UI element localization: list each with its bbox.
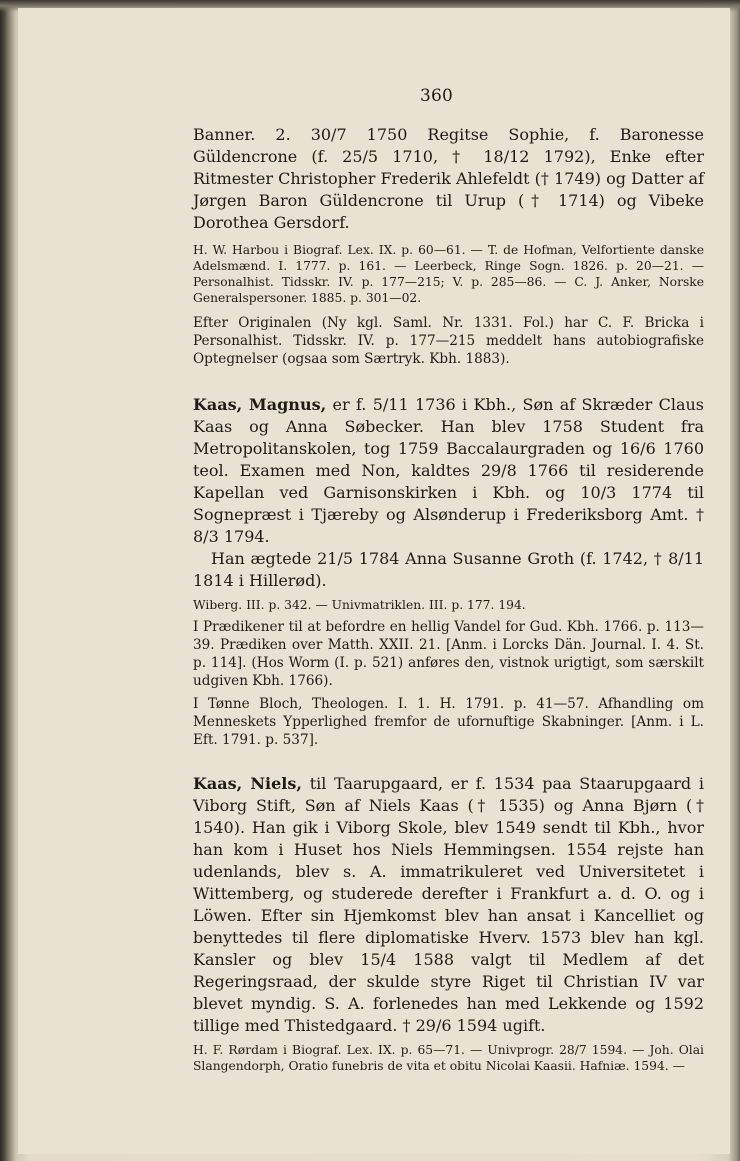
kaas-magnus-work-2: I Tønne Bloch, Theologen. I. 1. H. 1791. p. 41—57. Afhandling om Menneskets Ypperlighed fremfor de ufornuftige Skabninger. [Anm. i L. Eft. 1791. p. 537]. <box>193 696 704 748</box>
kaas-magnus-name: Kaas, Magnus, <box>193 395 327 414</box>
kaas-magnus-references: Wiberg. III. p. 342. — Univmatriklen. III. p. 177. 194. <box>193 598 526 612</box>
kaas-magnus-work-1: I Prædikener til at befordre en hellig Vandel for Gud. Kbh. 1766. p. 113—39. Prædiken over Matth. XXII. 21. [Anm. i Lorcks Dän. Journal. I. 4. St. p. 114]. (Hos Worm (I. p. 521) anføres den, vistnok urigtigt, som særskilt udgiven Kbh. 1766). <box>193 619 704 689</box>
banner-references: H. W. Harbou i Biograf. Lex. IX. p. 60—61. — T. de Hofman, Velfortiente danske Adelsmænd. I. 1777. p. 161. — Leerbeck, Ringe Sogn. 1826. p. 20—21. — Personalhist. Tidsskr. IV. p. 177—215; V. p. 285—86. — C. J. Anker, Norske Generalspersoner. 1885. p. 301—02. <box>193 243 704 305</box>
kaas-niels-text: til Taarupgaard, er f. 1534 paa Staarupgaard i Viborg Stift, Søn af Niels Kaas († 1535) og Anna Bjørn († 1540). Han gik i Viborg Skole, blev 1549 sendt til Kbh., hvor han kom i Huset hos Niels Hemmingsen. 1554 rejste han udenlands, blev s. A. immatrikuleret ved Universitetet i Wittemberg, og studerede derefter i Frankfurt a. d. O. og i Löwen. Efter sin Hjemkomst blev han ansat i Kancelliet og benyttedes til flere diplomatiske Hverv. 1573 blev han kgl. Kansler og blev 15/4 1588 valgt til Medlem af det Regeringsraad, der skulde styre Riget til Christian IV var blevet myndig. S. A. forlenedes han med Lekkende og 1592 tillige med Thistedgaard. † 29/6 1594 ugift. <box>193 774 705 1035</box>
kaas-magnus-text: er f. 5/11 1736 i Kbh., Søn af Skræder Claus Kaas og Anna Søbecker. Han blev 1758 Student fra Metropolitanskolen, tog 1759 Baccalaurgraden og 16/6 1760 teol. Examen med Non, kaldtes 29/8 1766 til residerende Kapellan ved Garnisonskirken i Kbh. og 10/3 1774 til Sognepræst i Tjæreby og Alsønderup i Frederiksborg Amt. † 8/3 1794. <box>193 395 704 546</box>
page-content <box>193 82 704 1074</box>
banner-note: Efter Originalen (Ny kgl. Saml. Nr. 1331. Fol.) har C. F. Bricka i Personalhist. Tidsskr. IV. p. 177—215 meddelt hans autobiografiske Optegnelser (ogsaa som Særtryk. Kbh. 1883). <box>193 315 704 367</box>
kaas-niels-name: Kaas, Niels, <box>193 774 302 793</box>
kaas-magnus-marriage: Han ægtede 21/5 1784 Anna Susanne Groth (f. 1742, † 8/11 1814 i Hillerød). <box>193 549 704 590</box>
banner-paragraph: Banner. 2. 30/7 1750 Regitse Sophie, f. Baronesse Güldencrone (f. 25/5 1710, † 18/12 1792), Enke efter Ritmester Christopher Frederik Ahlefeldt († 1749) og Datter af Jørgen Baron Güldencrone til Urup († 1714) og Vibeke Dorothea Gersdorf. <box>193 125 704 232</box>
kaas-niels-entry <box>193 773 704 1037</box>
kaas-magnus-entry <box>193 394 704 548</box>
page-number: 360 <box>420 86 454 106</box>
kaas-niels-references: H. F. Rørdam i Biograf. Lex. IX. p. 65—71. — Univprogr. 28/7 1594. — Joh. Olai Slangendorph, Oratio funebris de vita et obitu Nicolai Kaasii. Hafniæ. 1594. — <box>193 1043 704 1073</box>
